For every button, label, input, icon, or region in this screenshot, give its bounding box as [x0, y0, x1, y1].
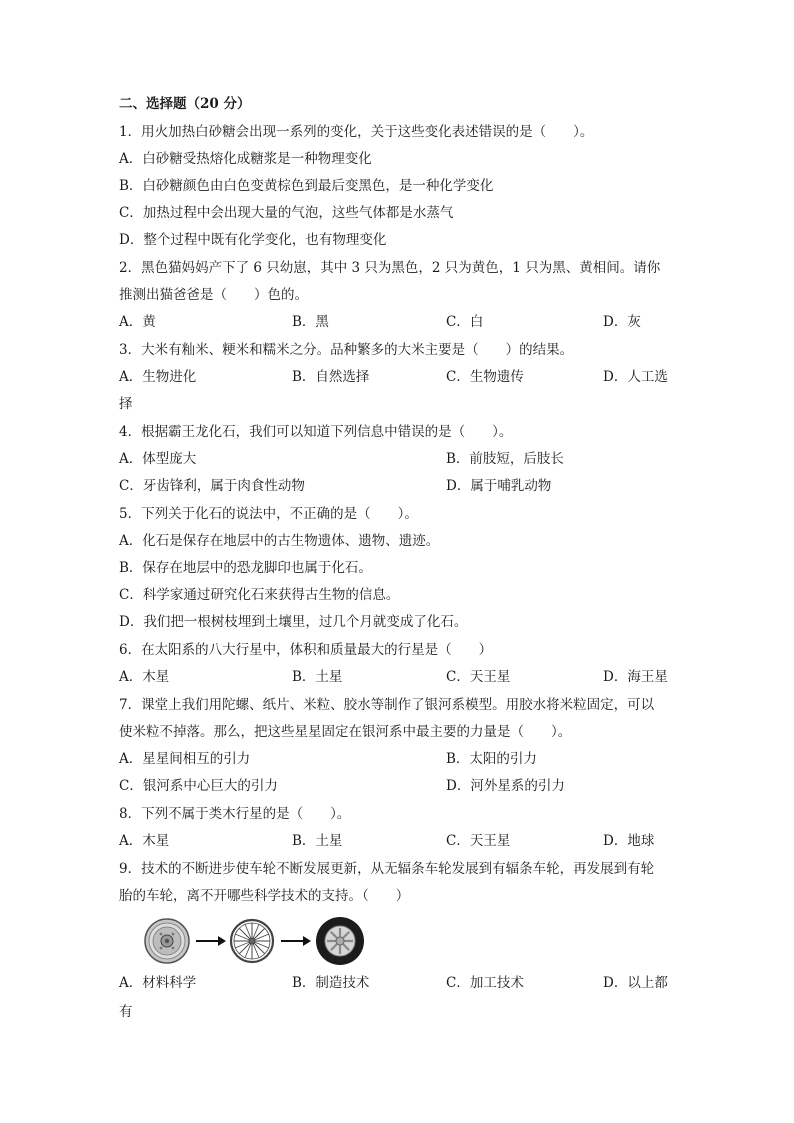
- q8-option-c[interactable]: C．天王星: [446, 833, 511, 849]
- q3-option-d-wrap: 择: [119, 396, 133, 412]
- q6-option-b[interactable]: B．土星: [292, 669, 343, 685]
- q7-option-b[interactable]: B．太阳的引力: [446, 751, 537, 767]
- question-3-stem: 3．大米有籼米、粳米和糯米之分。品种繁多的大米主要是（ ）的结果。: [119, 342, 574, 358]
- q3-option-c[interactable]: C．生物遗传: [446, 369, 524, 385]
- q3-option-d[interactable]: D．人工选: [603, 369, 668, 385]
- tyre-wheel-icon: [316, 917, 364, 965]
- q6-option-d[interactable]: D．海王星: [603, 669, 668, 685]
- q8-option-b[interactable]: B．土星: [292, 833, 343, 849]
- q8-option-a[interactable]: A．木星: [119, 833, 170, 849]
- wheel-evolution-illustration: [140, 914, 370, 968]
- q9-option-a[interactable]: A．材料科学: [119, 975, 197, 991]
- q9-option-d-wrap: 有: [119, 1004, 133, 1020]
- q2-option-c[interactable]: C．白: [446, 314, 484, 330]
- arrow-right-icon: [281, 936, 311, 946]
- question-2-stem-line-1: 2．黑色猫妈妈产下了 6 只幼崽，其中 3 只为黑色，2 只为黄色，1 只为黑、黄相间。请你: [119, 260, 661, 276]
- q7-option-c[interactable]: C．银河系中心巨大的引力: [119, 778, 278, 794]
- question-5-stem: 5．下列关于化石的说法中，不正确的是（ ）。: [119, 506, 418, 522]
- q2-option-d[interactable]: D．灰: [603, 314, 641, 330]
- question-9-stem-line-1: 9．技术的不断进步使车轮不断发展更新，从无辐条车轮发展到有辐条车轮，再发展到有轮: [119, 861, 655, 877]
- q7-option-a[interactable]: A．星星间相互的引力: [119, 751, 251, 767]
- q7-option-d[interactable]: D．河外星系的引力: [446, 778, 565, 794]
- question-8-stem: 8．下列不属于类木行星的是（ ）。: [119, 806, 351, 822]
- q5-option-d[interactable]: D．我们把一根树枝埋到土壤里，过几个月就变成了化石。: [119, 614, 468, 630]
- q6-option-a[interactable]: A．木星: [119, 669, 170, 685]
- q3-option-a[interactable]: A．生物进化: [119, 369, 197, 385]
- arrow-right-icon: [196, 936, 226, 946]
- q1-option-b[interactable]: B．白砂糖颜色由白色变黄棕色到最后变黑色，是一种化学变化: [119, 178, 494, 194]
- question-7-stem-line-1: 7．课堂上我们用陀螺、纸片、米粒、胶水等制作了银河系模型。用胶水将米粒固定，可以: [119, 697, 655, 713]
- question-2-stem-line-2: 推测出猫爸爸是（ ）色的。: [119, 287, 308, 303]
- q5-option-b[interactable]: B．保存在地层中的恐龙脚印也属于化石。: [119, 560, 372, 576]
- disc-wheel-icon: [145, 919, 189, 963]
- q9-option-c[interactable]: C．加工技术: [446, 975, 524, 991]
- q4-option-c[interactable]: C．牙齿锋利，属于肉食性动物: [119, 478, 305, 494]
- question-6-stem: 6．在太阳系的八大行星中，体积和质量最大的行星是（ ）: [119, 642, 493, 658]
- q6-option-c[interactable]: C．天王星: [446, 669, 511, 685]
- q1-option-d[interactable]: D．整个过程中既有化学变化，也有物理变化: [119, 232, 387, 248]
- q9-option-b[interactable]: B．制造技术: [292, 975, 370, 991]
- question-4-stem: 4．根据霸王龙化石，我们可以知道下列信息中错误的是（ ）。: [119, 424, 513, 440]
- question-9-stem-line-2: 胎的车轮，离不开哪些科学技术的支持。（ ）: [119, 888, 410, 904]
- question-7-stem-line-2: 使米粒不掉落。那么，把这些星星固定在银河系中最主要的力量是（ ）。: [119, 724, 572, 740]
- q4-option-b[interactable]: B．前肢短，后肢长: [446, 451, 564, 467]
- q4-option-a[interactable]: A．体型庞大: [119, 451, 197, 467]
- q5-option-c[interactable]: C．科学家通过研究化石来获得古生物的信息。: [119, 587, 400, 603]
- section-title: 二、选择题（20 分）: [119, 96, 251, 112]
- q2-option-b[interactable]: B．黑: [292, 314, 329, 330]
- q1-option-a[interactable]: A．白砂糖受热熔化成糖浆是一种物理变化: [119, 151, 372, 167]
- q3-option-b[interactable]: B．自然选择: [292, 369, 370, 385]
- spoked-wheel-icon: [231, 920, 273, 962]
- q4-option-d[interactable]: D．属于哺乳动物: [446, 478, 552, 494]
- q1-option-c[interactable]: C．加热过程中会出现大量的气泡，这些气体都是水蒸气: [119, 205, 454, 221]
- q5-option-a[interactable]: A．化石是保存在地层中的古生物遗体、遗物、遗迹。: [119, 533, 440, 549]
- question-1-stem: 1．用火加热白砂糖会出现一系列的变化，关于这些变化表述错误的是（ ）。: [119, 124, 594, 140]
- q2-option-a[interactable]: A．黄: [119, 314, 156, 330]
- q8-option-d[interactable]: D．地球: [603, 833, 655, 849]
- q9-option-d[interactable]: D．以上都: [603, 975, 668, 991]
